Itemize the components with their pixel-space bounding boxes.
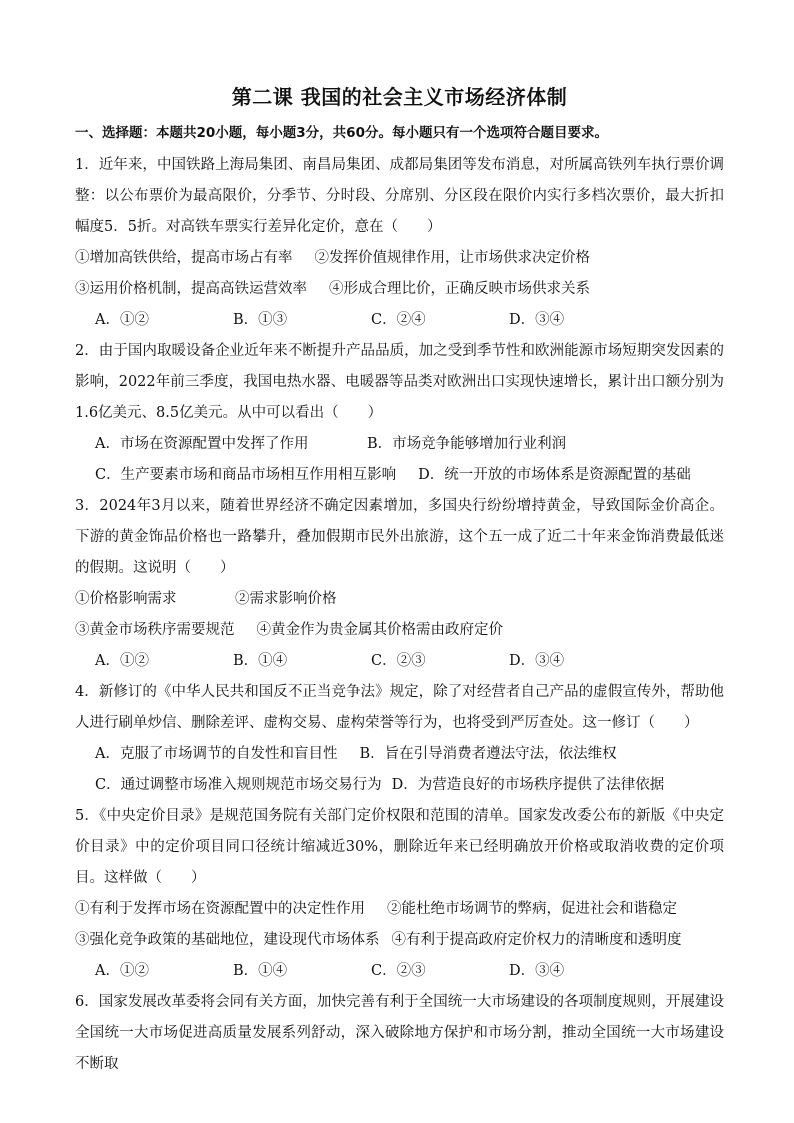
option-b[interactable]: B．①③ bbox=[233, 312, 288, 328]
option-b[interactable]: B．①④ bbox=[233, 963, 288, 979]
statement-item: ③运用价格机制，提高高铁运营效率 bbox=[75, 281, 307, 297]
statement-item: ④有利于提高政府定价权力的清晰度和透明度 bbox=[391, 932, 682, 948]
answer-options bbox=[75, 956, 724, 987]
option-a[interactable]: A．①② bbox=[95, 653, 149, 669]
option-c[interactable]: C．②④ bbox=[371, 312, 426, 328]
question-stem: 3．2024年3月以来，随着世界经济不确定因素增加，多国央行纷纷增持黄金，导致国际金价高企。下游的黄金饰品价格也一路攀升，叠加假期市民外出旅游，这个五一成了近二十年来金饰消费最低迷的假期。这说明（ ） bbox=[75, 498, 724, 576]
question-2 bbox=[75, 336, 724, 491]
option-d[interactable]: D．③④ bbox=[509, 963, 565, 979]
option-c[interactable]: C．通过调整市场准入规则规范市场交易行为 bbox=[95, 777, 382, 793]
answer-options bbox=[75, 429, 724, 491]
statement-item: ①价格影响需求 bbox=[75, 591, 177, 607]
option-a[interactable]: A．①② bbox=[95, 963, 149, 979]
statement-list bbox=[75, 894, 724, 956]
statement-item: ③黄金市场秩序需要规范 bbox=[75, 622, 235, 638]
statement-list bbox=[75, 584, 724, 646]
option-c[interactable]: C．②③ bbox=[371, 653, 426, 669]
question-stem: 6．国家发展改革委将会同有关方面，加快完善有利于全国统一大市场建设的各项制度规则，开展建设全国统一大市场促进高质量发展系列舒动，深入破除地方保护和市场分割，推动全国统一大市场建设不断取 bbox=[75, 994, 724, 1072]
answer-options bbox=[75, 305, 724, 336]
statement-item: ③强化竞争政策的基础地位，建设现代市场体系 bbox=[75, 932, 380, 948]
option-b[interactable]: B．①④ bbox=[233, 653, 288, 669]
option-a[interactable]: A．克服了市场调节的自发性和盲目性 bbox=[95, 746, 338, 762]
statement-item: ①增加高铁供给，提高市场占有率 bbox=[75, 250, 293, 266]
statement-item: ①有利于发挥市场在资源配置中的决定性作用 bbox=[75, 901, 365, 917]
statement-item: ④形成合理比价，正确反映市场供求关系 bbox=[329, 281, 590, 297]
section-header: 一、选择题：本题共20小题，每小题3分，共60分。每小题只有一个选项符合题目要求。 bbox=[75, 125, 608, 141]
statement-item: ②能杜绝市场调节的弊病，促进社会和谐稳定 bbox=[387, 901, 677, 917]
question-5 bbox=[75, 801, 724, 987]
option-a[interactable]: A．①② bbox=[95, 312, 149, 328]
page-title: 第二课 我国的社会主义市场经济体制 bbox=[231, 85, 568, 109]
answer-options bbox=[75, 739, 724, 801]
option-d[interactable]: D．为营造良好的市场秩序提供了法律依据 bbox=[391, 777, 665, 793]
statement-item: ②发挥价值规律作用，让市场供求决定价格 bbox=[314, 250, 590, 266]
option-d[interactable]: D．③④ bbox=[509, 653, 565, 669]
option-b[interactable]: B．旨在引导消费者遵法守法，依法维权 bbox=[359, 746, 617, 762]
option-d[interactable]: D．统一开放的市场体系是资源配置的基础 bbox=[418, 467, 691, 483]
question-6 bbox=[75, 987, 724, 1080]
question-1 bbox=[75, 150, 724, 336]
answer-options bbox=[75, 646, 724, 677]
question-3 bbox=[75, 491, 724, 677]
option-a[interactable]: A．市场在资源配置中发挥了作用 bbox=[95, 436, 309, 452]
option-b[interactable]: B．市场竞争能够增加行业利润 bbox=[367, 436, 567, 452]
question-stem: 4．新修订的《中华人民共和国反不正当竞争法》规定，除了对经营者自己产品的虚假宣传外，帮助他人进行刷单炒信、删除差评、虚构交易、虚构荣誉等行为，也将受到严厉查处。这一修订（ ） bbox=[75, 684, 724, 731]
option-d[interactable]: D．③④ bbox=[509, 312, 565, 328]
statement-list bbox=[75, 243, 724, 305]
question-4 bbox=[75, 677, 724, 801]
question-stem: 2．由于国内取暖设备企业近年来不断提升产品品质，加之受到季节性和欧洲能源市场短期突发因素的影响，2022年前三季度，我国电热水器、电暖器等品类对欧洲出口实现快速增长，累计出口额分别为1.6亿美元、8.5亿美元。从中可以看出（ ） bbox=[75, 343, 724, 421]
question-stem: 5．《中央定价目录》是规范国务院有关部门定价权限和范围的清单。国家发改委公布的新版《中央定价目录》中的定价项目同口径统计缩减近30%，删除近年来已经明确放开价格或取消收费的定价项目。这样做（ ） bbox=[75, 808, 724, 886]
option-c[interactable]: C．②③ bbox=[371, 963, 426, 979]
question-stem: 1．近年来，中国铁路上海局集团、南昌局集团、成都局集团等发布消息，对所属高铁列车执行票价调整：以公布票价为最高限价，分季节、分时段、分席别、分区段在限价内实行多档次票价，最大折扣幅度5．5折。对高铁车票实行差异化定价，意在（ ） bbox=[75, 157, 724, 235]
statement-item: ②需求影响价格 bbox=[235, 591, 337, 607]
statement-item: ④黄金作为贵金属其价格需由政府定价 bbox=[256, 622, 503, 638]
option-c[interactable]: C．生产要素市场和商品市场相互作用相互影响 bbox=[95, 467, 397, 483]
